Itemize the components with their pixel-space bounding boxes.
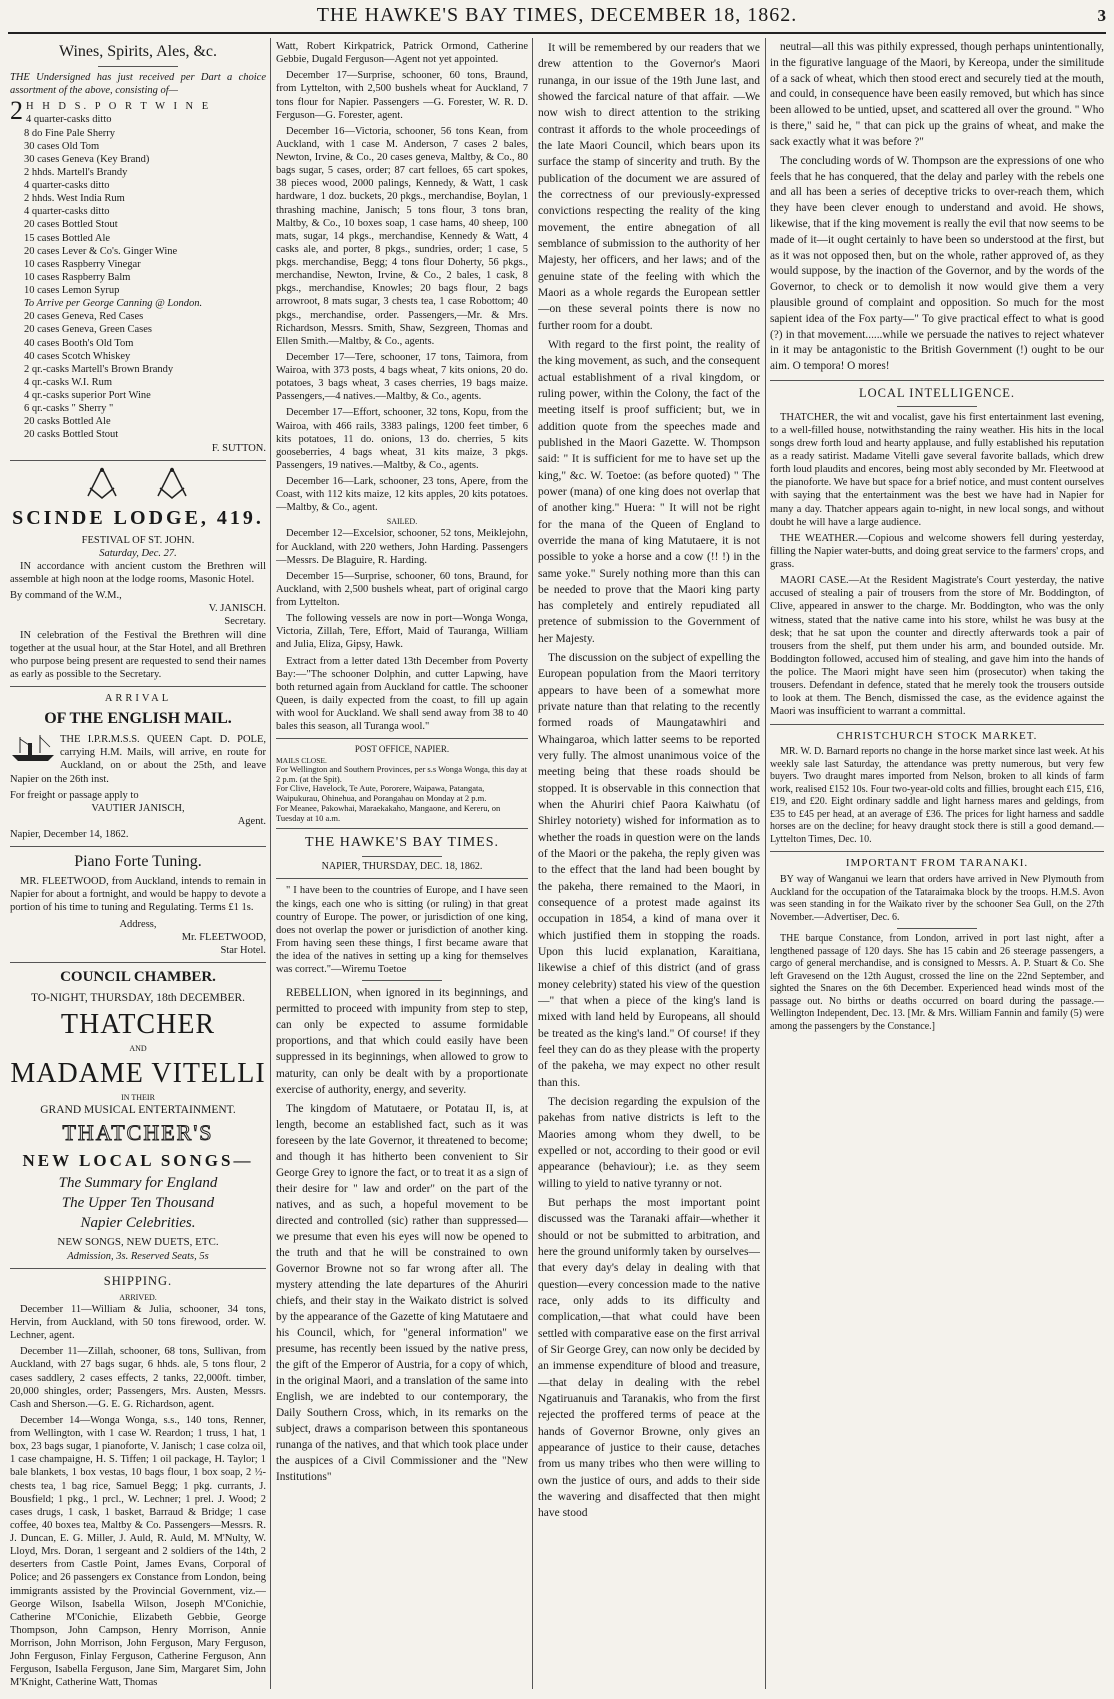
taranaki-heading: IMPORTANT FROM TARANAKI. (845, 857, 1029, 870)
paragraph: The kingdom of Matutaere, or Potatau II, is, at length, become an established fact, such as it was foreseen by the late Governor, it threatened to become; and though it has hitherto been convenient to Sir George Grey to ignore the fact, or to treat it as a sign of their desire for " law and order" on the part of the natives, and as such, a hopeful movement to be directed and controlled (sic) rather than suppressed—we presume that even his eyes will now be opened to the truth and that he will be constrained to own Governor Browne not so far wrong after all. The mystery attending the late departures of the Ahuriri chiefs, and their stay in the Waikato district is solved by the appearance of the Gazette of king Matutaere and his Council, which, for "general information" we presume, has recently been issued by the native press, the gift of the Emperor of Austria, for a copy of which, in the original Maori, and a translation of the same into English, we are indebted to our contemporary, the Daily Southern Cross, which, in its remarks on the subject, draws a comparison between this spontaneous runanga of the natives, and that which took place under the auspices of a Civil Commissioner and the "New Institutions" (276, 1102, 528, 1484)
wines-list-2 (10, 310, 266, 441)
lodge-date: Saturday, Dec. 27. (99, 547, 177, 559)
divider (897, 928, 977, 929)
divider (770, 380, 1104, 381)
grand-entertainment: GRAND MUSICAL ENTERTAINMENT. (40, 1104, 236, 1116)
column-4 (770, 40, 1104, 1689)
wine-item: 20 cases Bottled Stout (24, 219, 118, 231)
wine-item: 20 cases Lever & Co's. Ginger Wine (24, 245, 178, 257)
council-extras: NEW SONGS, NEW DUETS, ETC. (57, 1236, 219, 1249)
stock-market-heading: CHRISTCHURCH STOCK MARKET. (836, 729, 1038, 742)
wine-item: 2 hhds. Martell's Brandy (24, 166, 128, 178)
sailed-entry: December 15—Surprise, schooner, 60 tons, Braund, for Auckland, with 2,500 bushels wheat, part of original cargo from Lyttelton. (276, 570, 528, 608)
wine-item: 6 qr.-casks " Sherry " (24, 403, 114, 415)
to-arrive: To Arrive per George Canning @ London. (24, 298, 203, 310)
lodge-sig-title: Secretary. (224, 616, 266, 628)
paragraph: The decision regarding the expulsion of the pakehas from native districts is left to the Maories among whom they dwell, to be expelled or not, according to their good or evil appearance (behaviour); i.e. as they seem willing to yield to native tyranny or not. (538, 1096, 760, 1190)
post-line: For Wellington and Southern Provinces, per s.s Wonga Wonga, this day at 2 p.m. (at the Spit). (276, 763, 528, 784)
post-office-lines (276, 765, 528, 824)
paper-date: NAPIER, THURSDAY, DEC. 18, 1862. (321, 860, 483, 872)
mail-body: THE I.P.R.M.S.S. QUEEN Capt. D. POLE, carrying H.M. Mails, will arrive, en route for Auckland, on or about the 25th, and leave Napier on the 26th inst. (10, 734, 266, 785)
song-title-1: The Summary for England (58, 1175, 218, 1192)
stock-market-body: MR. W. D. Barnard reports no change in the horse market since last week. At his weekly sale last Saturday, the attendance was pretty numerous, but very few buyers. Two draught mares imported from Nelson, broken to all kinds of farm work, realised £152 10s. Four two-year-old colts and fillies, brought each £15, £16, £19, and £20. Eight ordinary saddle and light harness mares and geldings, from £35 to £45 per head, at an average of £36. The prices for light harness and saddle horses are on the decline; for heavy draught stock there is still a good demand.—Lyttelton Times, Dec. 10. (770, 746, 1104, 845)
divider (276, 828, 528, 829)
and-label: AND (129, 1044, 147, 1053)
thatchers-title: THATCHER'S (62, 1120, 214, 1146)
song-title-2: The Upper Ten Thousand (61, 1194, 215, 1211)
lodge-heading: SCINDE LODGE, 419. (12, 506, 264, 529)
page-number: 3 (1097, 6, 1106, 25)
toetoe-quote: " I have been to the countries of Europe, and I have seen the kings, each one who is sitting (or ruling) in that great country of Europe. The power, or jurisdiction of one king, does not overlap the power or jurisdiction of another king. From having seen these things, I first became aware that the idea of the natives in setting up a king for themselves was correct."—Wiremu Toetoe (276, 885, 528, 976)
wine-item: 4 qr.-casks W.I. Rum (24, 376, 113, 388)
local-intelligence-heading: LOCAL INTELLIGENCE. (858, 386, 1015, 401)
wine-item: 4 quarter-casks ditto (24, 206, 110, 218)
mail-date: Napier, December 14, 1862. (10, 829, 129, 840)
local-item: THATCHER, the wit and vocalist, gave his first entertainment last evening, to a well-filled house, notwithstanding the rainy weather. His hits in the local songs drew forth loud and hearty applause, and fully established his reputation as a ready satirist. Madame Vitelli gave several favorite ballads, which drew forth loud plaudits and encores, being most ably seconded by Mr. Fleetwood at the pianoforte. We have but space for a brief notice, and must content ourselves with saying that the entertainment was the best we have had in Napier for many a day. Thatcher appears again to-night, in new local songs, and without doubt he will have a large audience. (770, 411, 1104, 528)
wine-item: 10 cases Raspberry Vinegar (24, 258, 141, 270)
paragraph: But perhaps the most important point discussed was the Taranaki affair—whether it should or not be submitted to arbitration, and here the ground uniformly taken by ourselves—that every day's delay in dealing with that question—every concession made to the native race, only adds to its difficulty and complication,—that what could have been settled with comparative ease on the first arrival of Sir George Grey, can now only be decided by an immense expenditure of blood and treasure,—that delay in dealing with the rebel Ngatiruanuis and Taranakis, who from the first rejected the proffered terms of peace at the hands of Governor Browne, only gives an appearance of justice to their cause, detaches from us many tribes who then were willing to own the justice of ours, and adds to their side the wavering and disaffected that then might have stood (538, 1196, 760, 1520)
performer-thatcher: THATCHER (60, 1009, 216, 1040)
paragraph: neutral—all this was pithily expressed, though perhaps unintentionally, in the figurative language of the Maori, by Kereopa, under the similitude of a sack of wheat, which then stood erect and securely tied at the mouth, and could, in consequence have been easily removed, but which has since been allowed to be untied, upset, and scattered all over the ground. " Who is there," said he, " that can pick up the grains of wheat, and make the sack exactly what it was before ?" (770, 41, 1104, 148)
sailed-entries (276, 527, 528, 609)
song-title-3: Napier Celebrities. (80, 1214, 196, 1231)
mail-signature: VAUTIER JANISCH, (91, 802, 185, 814)
divider (10, 846, 266, 847)
shipping-entry: December 11—Zillah, schooner, 68 tons, Sullivan, from Auckland, with 27 bags sugar, 6 hhds. ale, 5 tons flour, 2 cases saddlery, 2 cases effects, 2 tanks, 22,000ft. timber, 20,000 shingles, order; Passengers, Mrs. Austen, Messrs. Cash and Sherson.—G. E. G. Richardson, agent. (10, 1346, 266, 1410)
paper-title: THE HAWKE'S BAY TIMES. (305, 835, 499, 851)
shipping-heading: SHIPPING. (103, 1274, 173, 1289)
divider (897, 406, 977, 407)
divider (98, 66, 178, 67)
sailed-entry: December 12—Excelsior, schooner, 52 tons, Meiklejohn, for Auckland, with 220 wethers, John Harding. Passengers—Messrs. De Blaguire, R. Harding. (276, 528, 528, 566)
mail-sig-title: Agent. (237, 815, 266, 827)
local-intelligence-items (770, 411, 1104, 719)
wine-item: 20 cases Geneva, Red Cases (24, 311, 144, 323)
taranaki-body: BY way of Wanganui we learn that orders have arrived in New Plymouth from Auckland for the occupation of the Tataraimaka block by the troops. H.M.S. Avon was seen standing in for the Waikato river by the schooner Sea Gull, on the 27th November.—Advertiser, Dec. 6. (770, 874, 1104, 923)
vessels-in-port: The following vessels are now in port—Wonga Wonga, Victoria, Zillah, Tere, Effort, Maid of Tauranga, William and Julia, Eliza, Gipsy, Hawk. (276, 613, 528, 651)
wines-first-line: H H D S. P O R T W I N E (26, 101, 212, 113)
newspaper-title: THE HAWKE'S BAY TIMES, DECEMBER 18, 1862. (316, 4, 798, 26)
shipping-entries-2 (276, 69, 528, 514)
post-line: For Clive, Havelock, Te Aute, Pororere, Waipawa, Patangata, Waipukurau, Ohinehua, and Porangahau on Monday at 2 p.m. (276, 783, 487, 804)
column-3 (538, 40, 760, 1689)
paragraph: The discussion on the subject of expelling the European population from the Maori territory appears to have been of a somewhat more private nature than that relating to the recently formed roads of Maungatawhiri and Whaingaroa, which latter seems to be reported very fully. The almost unanimous voice of the meeting being that these roads should be stopped. It is observable in this connection that when the Ahuriri chief Paora Kaiwhatu (of Shirley notoriety) wished for information as to whether the roads in question were on the lands of the Maori or the pakeha, the reply given was to the effect that the land had been bought by the pakeha, there remained to the Maori, in consequence of a protest made against its occupation in 1854, a kind of mana over it which justified them in stopping the roads. Upon this lucid explanation, Karaitiana, likewise a chief of this district (and of grass money celebrity) stated his view of the question—" that when a piece of the king's land is mixed with land held by Europeans, all should be treated as the king's land." Of course! if they feel they can do as they please with the property of the pakeha, we may expect no other result than this. (538, 652, 760, 1089)
lodge-body: IN accordance with ancient custom the Brethren will assemble at high noon at the lodge rooms, Masonic Hotel. (10, 560, 266, 585)
divider (10, 686, 266, 687)
divider (10, 1268, 266, 1269)
editorial-continued (538, 40, 760, 1522)
wines-heading: Wines, Spirits, Ales, &c. (58, 43, 217, 60)
poverty-bay-extract: Extract from a letter dated 13th December from Poverty Bay:—"The schooner Dolphin, and cutter Lapwing, have both returned again from Auckland for cattle. The schooner Queen, is daily expected from the coast, to fill up again with wool for Auckland. We shall send away from 38 to 40 bales this season, all Turanga wool." (276, 655, 528, 733)
divider (276, 738, 528, 739)
wine-item: 20 casks Bottled Stout (24, 429, 119, 441)
mail-heading: OF THE ENGLISH MAIL. (44, 710, 232, 728)
column-divider (765, 38, 766, 1689)
shipping-entry: December 16—Victoria, schooner, 56 tons Kean, from Auckland, with 1 case M. Anderson, 7 cases 2 bales, Newton, Irvine, & Co., 20 cases geneva, Maltby, & Co., 80 bags sugar, 5 cases, order; 87 cart felloes, 65 cart spokes, 38 pieces wood, 2000 palings, Kennedy, & Watt, 1 cask hardware, 1 doz. buckets, 20 pkgs., merchandise, Boylan, 1 thrashing machine, Janisch; 5 tons flour, 3 tons bran, Maltby, & Co., 10 boxes soap, 1 case hams, 40 sheep, 100 mats, sugar, 14 pkgs., merchandise, Kennedy & Watt, 4 casks ale, and porter, 8 pkgs., sundries, order; 1 case, 5 pkgs. merchandise, Begg; 4 tons flour Doherty, 56 pkgs., merchandise, Newton, Irvine, & Co., 2 bales, 1 cask, 8 pkgs., merchandise, Knowles; 20 bags flour, 2 bags arrowroot, 8 mats sugar, 3 chests tea, 1 case Robottom; 40 pkgs., merchandise, order. Passengers,—Mr. & Mrs. Richardson, Messrs. Smith, Shaw, Sezgreen, Thomas and Ellen Smith.—Maltby, & Co., agents. (276, 125, 528, 347)
post-office-heading: POST OFFICE, NAPIER. (354, 744, 450, 755)
mails-close-label: MAILS CLOSE. (276, 755, 327, 765)
shipping-entry: December 14—Wonga Wonga, s.s., 140 tons, Renner, from Wellington, with 1 case W. Reardon; 1 truss, 1 hat, 1 box, 23 bags sugar, 1 pianoforte, V. Janisch; 1 case colza oil, 1 case champaigne, H. S. Tiffen; 1 oil package, H. Taylor; 1 bale blankets, 1 box vestas, 10 bags flour, 1 box soap, 2 ½-chests tea, 1 bag rice, Samuel Begg; 1 pkg. currants, J. Bousfield; 1 pkg., 1 prcl., W. Lechner; 1 prel. J. Wood; 2 cases drugs, 1 cask, 1 basket, Barraud & Bridge; 1 case coffee, 40 boxes tea, Maltby & Co. Passengers—Messrs. R. J. Duncan, E. G. Miller, J. Auld, R. Auld, M. M'Nulty, W. Lloyd, Mrs. Doran, 1 sergeant and 2 soldiers of the 14th, 2 deserters from Castle Point, James Evans, Corporal of Police; and 26 passengers ex Constance from London, being immigrants assisted by the Provincial Government, viz.—George Wilson, Isabella Wilson, Joseph M'Conichie, Catherine M'Conichie, Elizabeth Gebbie, George Thompson, John Campson, Henry Morrison, Annie Morrison, John Morrison, John Ferguson, Mary Ferguson, John Ferguson, Finlay Ferguson, Catherine Ferguson, Ann Ferguson, Isabella Ferguson, Jane Sim, Margaret Sim, John M'Knight, Catherine Watt, Thomas (10, 1414, 266, 1689)
mail-freight: For freight or passage apply to (10, 789, 139, 801)
wine-item: 20 cases Geneva, Green Cases (24, 324, 152, 336)
council-heading: COUNCIL CHAMBER. (60, 968, 216, 985)
paragraph: REBELLION, when ignored in its beginnings, and permitted to proceed with impunity from step to step, can only be expected to assume formidable proportions, and that which could easily have been suppressed in its beginnings, when allowed to grow to maturity, can only be dealt with by a proportionate exercise of authority, energy, and severity. (276, 987, 528, 1096)
steamship-icon (10, 733, 56, 763)
local-item: THE WEATHER.—Copious and welcome showers fell during yesterday, filling the Napier water-butts, and doing great service to the farmers' crops, and grass. (770, 532, 1104, 571)
masthead-rule (8, 32, 1106, 34)
compass-square-icon (152, 466, 192, 500)
wine-item: 2 hhds. West India Rum (24, 193, 125, 205)
local-item: MAORI CASE.—At the Resident Magistrate's Court yesterday, the native accused of stealing a pair of trousers from the store of Mr. Boddington, of Clive, appeared in answer to the charge. Mr. Boddington, who was the only witness, stated that the native came into his store, whilst he was busy at the desk; that he sat upon the counter and directly afterwards took a pair of trousers from the shelf, put them under his arm, and bounded outside. Mr. Boddington followed, accused him of stealing, and gave him into the hands of the police. The Maori might have seen him (prosecutor) when taking the trousers. Defendant in defence, stated that he merely took the trousers outside to look at them. The Bench, dismissed the case, as the evidence against the Maori was insufficient to warrant a committal. (770, 575, 1104, 718)
wine-item: 4 quarter-casks ditto (26, 114, 112, 126)
wine-item: 2 qr.-casks Martell's Brown Brandy (24, 363, 174, 375)
divider (770, 724, 1104, 725)
lodge-festival: FESTIVAL OF ST. JOHN. (81, 534, 195, 546)
shipping-entry: December 17—Effort, schooner, 32 tons, Kopu, from the Wairoa, with 466 rails, 3383 palings, 1200 feet timber, 6 kits potatoes, 11 do. onions, 13 do. cherries, 5 kits gooseberries, 4 bags wheat, 31 kits maize, 3 pkgs. Passengers, 19 natives.—Maltby, & Co., agents. (276, 407, 528, 471)
wine-item: 40 cases Scotch Whiskey (24, 350, 131, 362)
wine-item: 40 cases Booth's Old Tom (24, 337, 134, 349)
column-2 (276, 40, 528, 1689)
council-date: TO-NIGHT, THURSDAY, 18th DECEMBER. (30, 991, 246, 1004)
wines-intro: THE Undersigned has just received per Dart a choice assortment of the above, consisting of— (10, 72, 266, 97)
in-their-label: IN THEIR (121, 1093, 155, 1102)
divider (10, 962, 266, 963)
column-divider (270, 38, 271, 1689)
piano-signature-2: Star Hotel. (220, 944, 266, 956)
paragraph: It will be remembered by our readers that we drew attention to the Governor's Maori runanga, in our issue of the 19th June last, and showed the farcical nature of that affair. —We now wish to direct attention to the striking contrast it affords to the whole proceedings of the late Maori Council, which bears upon its surface the stamp of sincerity and truth. By the publication of the document we are assured of the correctness of our previously-expressed convictions respecting the reality of the king movement, the entire abnegation of all semblance of submission to the authority of her Majesty, her officers, and her laws; and of the genuine state of the feeling with which the Maori as a whole regards the European settler—on these several points there is now no further room for a doubt. (538, 42, 760, 332)
piano-signature: Mr. FLEETWOOD, (181, 931, 266, 943)
wine-item: 20 casks Bottled Ale (24, 416, 111, 428)
wine-item: 4 quarter-casks ditto (24, 180, 110, 191)
lodge-signature: V. JANISCH. (208, 603, 266, 615)
masonic-emblems (10, 466, 266, 502)
divider (362, 856, 442, 857)
wines-list (10, 113, 266, 297)
masthead (0, 0, 1114, 40)
wine-item: 30 cases Old Tom (24, 140, 100, 152)
shipping-entry: December 16—Lark, schooner, 23 tons, Apere, from the Coast, with 112 kits maize, 12 kits apples, 20 kits potatoes.—Maltby, & Co., agent. (276, 476, 528, 514)
big-numeral: 2 (10, 96, 23, 126)
shipping-entries (10, 1303, 266, 1689)
paragraph: The concluding words of W. Thompson are the expressions of one who feels that he has conquered, that the delay and parley with the rebels one and all has been a series of deceptive tricks to over-reach them, which they have been clever enough to understand and avoid. He shows, likewise, that if the king movement is really the evil that now seems to be made of it—it ought certainly to have been so understood at the first, but as it was not opposed then, but on the whole, rather approved of, as they would suppose, by the inaction of the Governor, and by the words of the Governor, to check or to demolish it now would give them a very plausible ground of complaint and opposition. So much for the most sapient idea of the Fox party—" To give practical effect to what is good (?) in that movement......while we persuade the natives to reject whatever in it may be antagonistic to the British Government (!) ought to be our aim. O tempora! O mores! (770, 154, 1104, 373)
wine-item: 10 cases Raspberry Balm (24, 271, 131, 283)
arrived-label: ARRIVED. (119, 1292, 157, 1302)
shipping-entry: December 17—Tere, schooner, 17 tons, Taimora, from Wairoa, with 373 posts, 4 bags wheat, 7 kits onions, 20 do. potatoes, 3 bags wheat, 3 cases cherries, 19 bags maize. Passengers,—4 natives.—Maltby, & Co., agents. (276, 351, 528, 403)
shipping-entry: December 17—Surprise, schooner, 60 tons, Braund, from Lyttelton, with 2,500 bushels wheat for Auckland, 7 tons flour for Napier. Passengers —G. Forester, W. R. D. Ferguson—G. Forester, agent. (276, 70, 528, 121)
editorial-paragraphs (276, 985, 528, 1485)
wines-signature: F. SUTTON. (211, 442, 266, 454)
lodge-command: By command of the W.M., (10, 590, 122, 602)
performer-vitelli: MADAME VITELLI (10, 1058, 266, 1089)
mail-arrival: ARRIVAL (104, 693, 172, 704)
sailed-label: SAILED. (386, 517, 418, 527)
paragraph: With regard to the first point, the reality of the king movement, as such, and the consequent actual establishment of a rival kingdom, or ruling power, within the Colony, the fact of the meeting itself is proof sufficient; but, we in addition quote from the speeches made and published in the Maori Gazette. W. Thompson said: " It is sufficient for me to have set up the king," &c. W. Toetoe: (as before quoted) " The power (mana) of one king does not overlap that of another king." Huera: " It will not be right for the mana of the Queen of England to override the mana of king Matutaere, it is not possible to yoke a horse and a cow (!! !) in the same yoke." Surely nothing more than this can be needed to prove that the Maori king party has completely and entirely repudiated all pretence of submission to the Government of her Majesty. (538, 338, 760, 645)
shipping-continuation: Watt, Robert Kirkpatrick, Patrick Ormond, Catherine Gebbie, Dugald Ferguson—Agent not yet appointed. (276, 41, 528, 66)
shipping-entry: December 11—William & Julia, schooner, 34 tons, Hervin, from Auckland, with 50 tons firewood, order. W. Lechner, agent. (10, 1303, 266, 1342)
lodge-notice: IN celebration of the Festival the Brethren will dine together at the usual hour, at the Star Hotel, and all Brethren who purpose being present are requested to send their names as early as possible to the Secretary. (10, 629, 266, 680)
wine-item: 8 do Fine Pale Sherry (24, 127, 115, 139)
constance-arrival: THE barque Constance, from London, arrived in port last night, after a lengthened passage of 120 days. She has 15 cabin and 26 steerage passengers, a cargo of general merchandise, and is consigned to Messrs. A. P. Stuart & Co. She left Gravesend on the 12th August, crossed the line on the 22nd September, and sighted the Snares on the 6th December. Experienced head winds most of the passage out. No births or deaths occurred on board during the passage.—Wellington Independent, Dec. 13. [Mr. & Mrs. William Fannin and family (5) were among the passengers by the Constance.] (770, 933, 1104, 1032)
wine-item: 4 qr.-casks superior Port Wine (24, 390, 151, 401)
wine-item: 15 cases Bottled Ale (24, 232, 111, 244)
post-line: For Meanee, Pakowhai, Maraekakaho, Mangaone, and Kereru, on Tuesday at 10 a.m. (276, 802, 501, 823)
compass-square-icon (82, 466, 122, 500)
editorial-conclusion (770, 40, 1104, 375)
new-local-songs: NEW LOCAL SONGS— (22, 1150, 254, 1170)
divider (276, 878, 528, 879)
piano-heading: Piano Forte Tuning. (74, 853, 202, 871)
column-1 (10, 40, 266, 1689)
piano-body: MR. FLEETWOOD, from Auckland, intends to remain in Napier for about a fortnight, and would be happy to devote a portion of his time to tuning and Regulating. Terms £1 1s. (10, 876, 266, 914)
column-divider (532, 38, 533, 1689)
piano-address: Address, (119, 918, 157, 930)
wine-item: 10 cases Lemon Syrup (24, 285, 120, 296)
divider (362, 980, 442, 981)
divider (10, 460, 266, 461)
council-admission: Admission, 3s. Reserved Seats, 5s (67, 1251, 209, 1263)
wine-item: 30 cases Geneva (Key Brand) (24, 153, 150, 165)
divider (770, 851, 1104, 852)
